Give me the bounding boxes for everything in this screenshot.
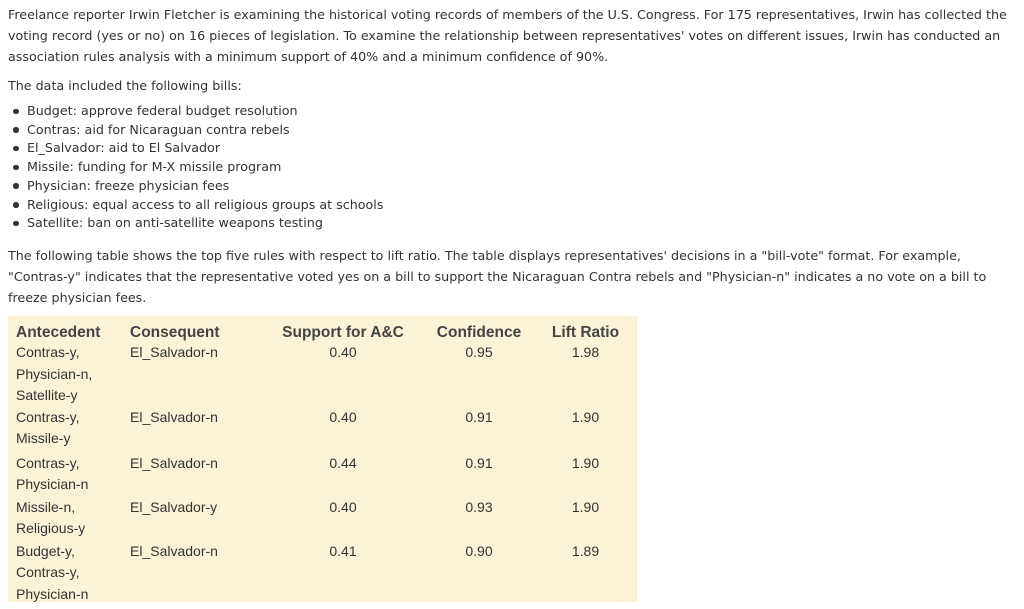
confidence-cell: 0.95 [465, 344, 493, 360]
consequent-cell: El_Salvador-y [130, 498, 218, 515]
intro-paragraph: Freelance reporter Irwin Fletcher is examining the historical voting records of members of the U.S. Congress. For 175 representatives, Irwin has collected the voting record (yes or no) on 16 pieces of legislation. To examine the relationship between representatives' votes on different issues, Irwin has conducted an association rules analysis with a minimum support of 40% and a minimum confidence of 90%. [8, 7, 1007, 64]
list-item: Religious: equal access to all religious groups at schools [10, 196, 383, 215]
list-item: Contras: aid for Nicaraguan contra rebels [10, 121, 383, 140]
lift-cell: 1.89 [571, 542, 600, 559]
lift-cell: 1.90 [571, 498, 600, 515]
table-row [8, 497, 637, 541]
antecedent-item: Contras-y, [16, 408, 80, 425]
antecedent-item: Satellite-y [16, 387, 78, 403]
confidence-cell: 0.93 [465, 498, 493, 515]
table-intro-paragraph: The following table shows the top five rules with respect to lift ratio. The table displays representatives' decisions in a "bill-vote" format. For example, "Contras-y" indicates that the representative voted yes on a bill to support the Nicaraguan Contra rebels and "Physician-n" indicates a no vote on a bill to freeze physician fees. [8, 248, 987, 305]
antecedent-item: Religious-y [16, 520, 86, 536]
list-item: Missile: funding for M-X missile program [10, 158, 383, 177]
table-header-row [8, 316, 637, 342]
table-row [8, 342, 637, 407]
header-support: Support for A&C [282, 324, 404, 341]
table-row [8, 407, 637, 453]
antecedent-cell [8, 453, 130, 497]
confidence-cell: 0.91 [465, 408, 493, 425]
support-cell: 0.40 [329, 408, 357, 425]
antecedent-item: Budget-y, [16, 542, 75, 559]
bills-list [10, 102, 383, 233]
antecedent-item: Missile-y [16, 430, 71, 446]
consequent-cell: El_Salvador-n [130, 408, 218, 425]
header-consequent: Consequent [130, 324, 220, 341]
antecedent-item: Physician-n [16, 476, 89, 492]
table-row [8, 453, 637, 497]
antecedent-item: Physician-n [16, 585, 89, 602]
antecedent-cell [8, 541, 130, 606]
header-antecedent: Antecedent [16, 324, 101, 341]
header-lift-ratio: Lift Ratio [551, 324, 620, 341]
antecedent-cell [8, 497, 130, 541]
antecedent-item: Physician-n, [16, 365, 93, 382]
antecedent-item: Contras-y, [16, 454, 80, 471]
bills-intro: The data included the following bills: [8, 78, 242, 93]
support-cell: 0.41 [329, 542, 357, 559]
consequent-cell: El_Salvador-n [130, 344, 218, 360]
table-row [8, 541, 637, 606]
list-item: Physician: freeze physician fees [10, 177, 383, 196]
confidence-cell: 0.90 [465, 542, 493, 559]
lift-cell: 1.90 [571, 454, 600, 471]
header-confidence: Confidence [436, 324, 522, 341]
consequent-cell: El_Salvador-n [130, 454, 218, 471]
antecedent-cell [8, 407, 130, 453]
list-item: Budget: approve federal budget resolution [10, 102, 383, 121]
lift-cell: 1.90 [571, 408, 600, 425]
list-item: El_Salvador: aid to El Salvador [10, 139, 383, 158]
antecedent-item: Contras-y, [16, 564, 80, 580]
association-rules-table [8, 316, 637, 605]
lift-cell: 1.98 [571, 344, 600, 360]
antecedent-item: Contras-y, [16, 344, 80, 360]
confidence-cell: 0.91 [465, 454, 493, 471]
support-cell: 0.44 [329, 454, 357, 471]
antecedent-cell [8, 342, 130, 407]
list-item: Satellite: ban on anti-satellite weapons testing [10, 214, 383, 233]
support-cell: 0.40 [329, 344, 357, 360]
consequent-cell: El_Salvador-n [130, 542, 218, 559]
support-cell: 0.40 [329, 498, 357, 515]
antecedent-item: Missile-n, [16, 498, 76, 515]
